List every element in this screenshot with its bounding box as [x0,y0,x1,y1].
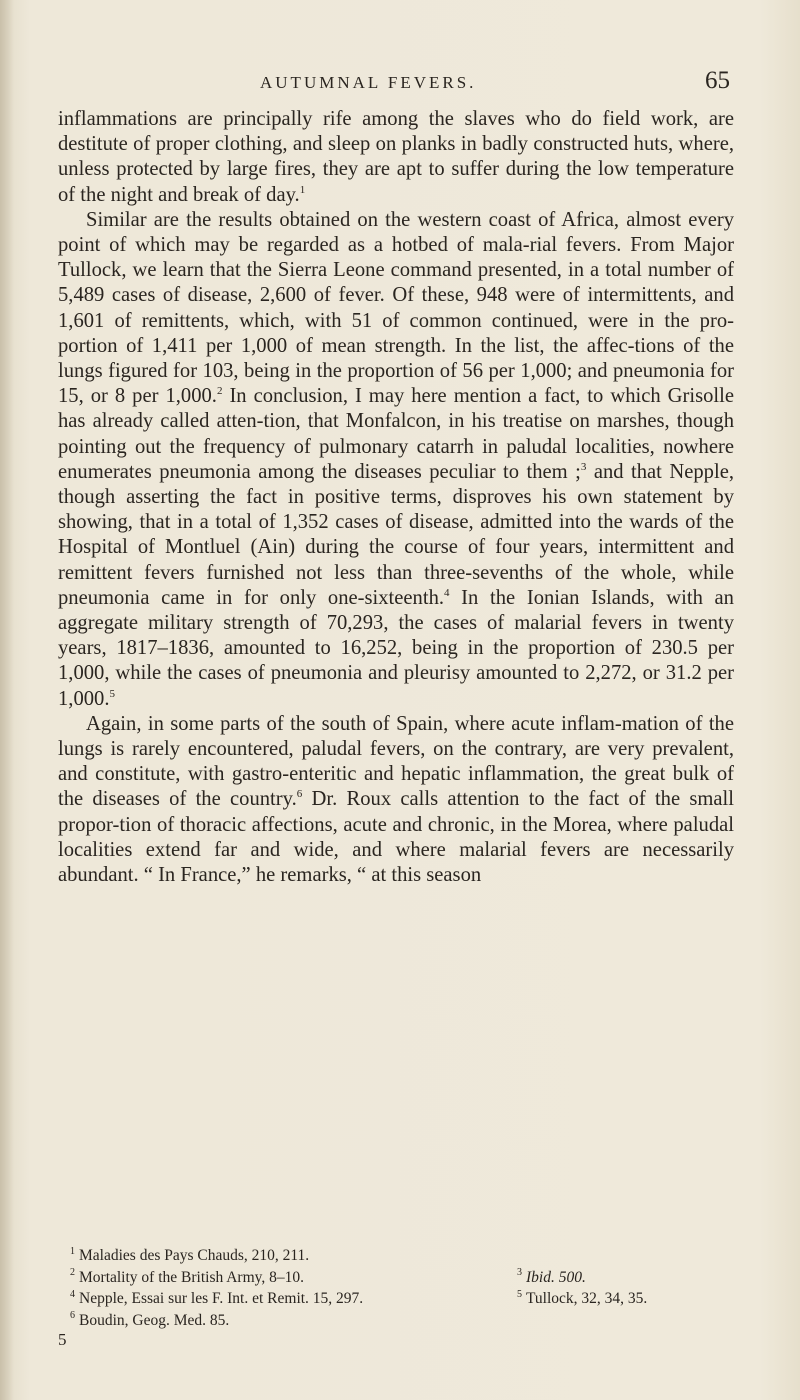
paragraph-2 [58,208,734,712]
footnotes [70,1245,750,1331]
gutter-shadow [0,0,14,1400]
paragraph-3-text-a: Again, in some parts of the south of Spain, where acute inflam-mation of the lungs is rarely encountered, paludal fevers, on the contrary, are very prevalent, and constitute, with gastro-enteritic and hepatic inflammation, the great bulk of the diseases of the country. [58,712,734,811]
footnote-mark: 4 [70,1288,75,1300]
footnote-text: Tullock, 32, 34, 35. [526,1290,648,1307]
footnote-mark: 6 [70,1310,75,1322]
running-title: AUTUMNAL FEVERS. [260,73,477,92]
footnote-mark: 3 [517,1267,522,1279]
footnote-6 [70,1310,229,1332]
footnote-ref-1: 1 [299,183,306,196]
footnote-text: Ibid. 500. [526,1268,586,1286]
page-number: 65 [705,67,730,94]
footnote-3 [517,1267,586,1289]
running-head [60,63,730,103]
paragraph-2-text-c: and that Nepple, though asserting the fact in positive terms, disproves his own statement by showing, that in a total of 1,352 cases of disease, admitted into the wards of the Hospital of Montluel (Ain) during the course of four years, intermittent and remittent fevers furnished not less than three-sevenths of the whole, while pneumonia came in for only one-sixteenth. [58,460,734,609]
footnote-ref-4: 4 [444,587,450,599]
footnote-mark: 5 [517,1288,522,1300]
footnote-ref-6: 6 [296,788,303,801]
footnote-row [70,1310,750,1332]
footnote-row [70,1245,750,1267]
footnote-text: Boudin, Geog. Med. 85. [79,1311,230,1329]
footnote-text: Maladies des Pays Chauds, 210, 211. [79,1247,310,1264]
paragraph-3 [58,712,734,888]
footnote-mark: 1 [70,1245,75,1257]
footnote-2 [70,1267,304,1289]
footnote-text: Nepple, Essai sur les F. Int. et Remit. 15, 297. [79,1290,364,1307]
paragraph-1-text: inflammations are principally rife among the slaves who do field work, are destitute of proper clothing, and sleep on planks in badly constructed huts, where, unless protected by large fires, they are apt to suffer during the low temperature of the night and break of day. [58,108,734,206]
footnote-mark: 2 [70,1267,75,1279]
footnote-1 [70,1245,309,1267]
paragraph-1 [58,107,734,208]
footnote-4 [70,1288,363,1310]
footnote-ref-3: 3 [580,460,587,473]
footnote-row [70,1288,750,1310]
footnote-text: Mortality of the British Army, 8–10. [79,1268,305,1286]
footnote-row [70,1267,750,1289]
paragraph-2-text-a: Similar are the results obtained on the western coast of Africa, almost every point of which may be regarded as a hotbed of mala-rial fevers. From Major Tullock, we learn that the Sierra Leone command presented, in a total number of 5,489 cases of disease, 2,600 of fever. Of these, 948 were of intermittents, and 1,601 of remittents, which, with 51 of common continued, were in the pro-portion of 1,411 per 1,000 of mean strength. In the list, the affec-tions of the lungs figured for 103, being in the proportion of 56 per 1,000; and pneumonia for 15, or 8 per 1,000. [58,208,734,408]
body-text [58,107,734,888]
signature-mark: 5 [58,1330,67,1349]
paragraph-3-text-b: Dr. Roux calls attention to the fact of the small propor-tion of thoracic affections, acute and chronic, in the Morea, where paludal localities extend far and wide, and where malarial fevers are necessarily abundant. “ In France,” he remarks, “ at this season [58,788,734,887]
footnote-5 [517,1288,647,1310]
paragraph-2-text-b: In conclusion, I may here mention a fact, to which Grisolle has already called atten-tion, that Monfalcon, in his treatise on marshes, though pointing out the frequency of pulmonary catarrh in paludal localities, nowhere enumerates pneumonia among the diseases peculiar to them ; [58,385,734,483]
footnote-ref-5: 5 [109,687,115,700]
footnote-ref-2: 2 [216,385,223,398]
paragraph-2-text-d: In the Ionian Islands, with an aggregate military strength of 70,293, the cases of malarial fevers in twenty years, 1817–1836, amounted to 16,252, being in the proportion of 230.5 per 1,000, while the cases of pneumonia and pleurisy amounted to 2,272, or 31.2 per 1,000. [58,586,734,710]
